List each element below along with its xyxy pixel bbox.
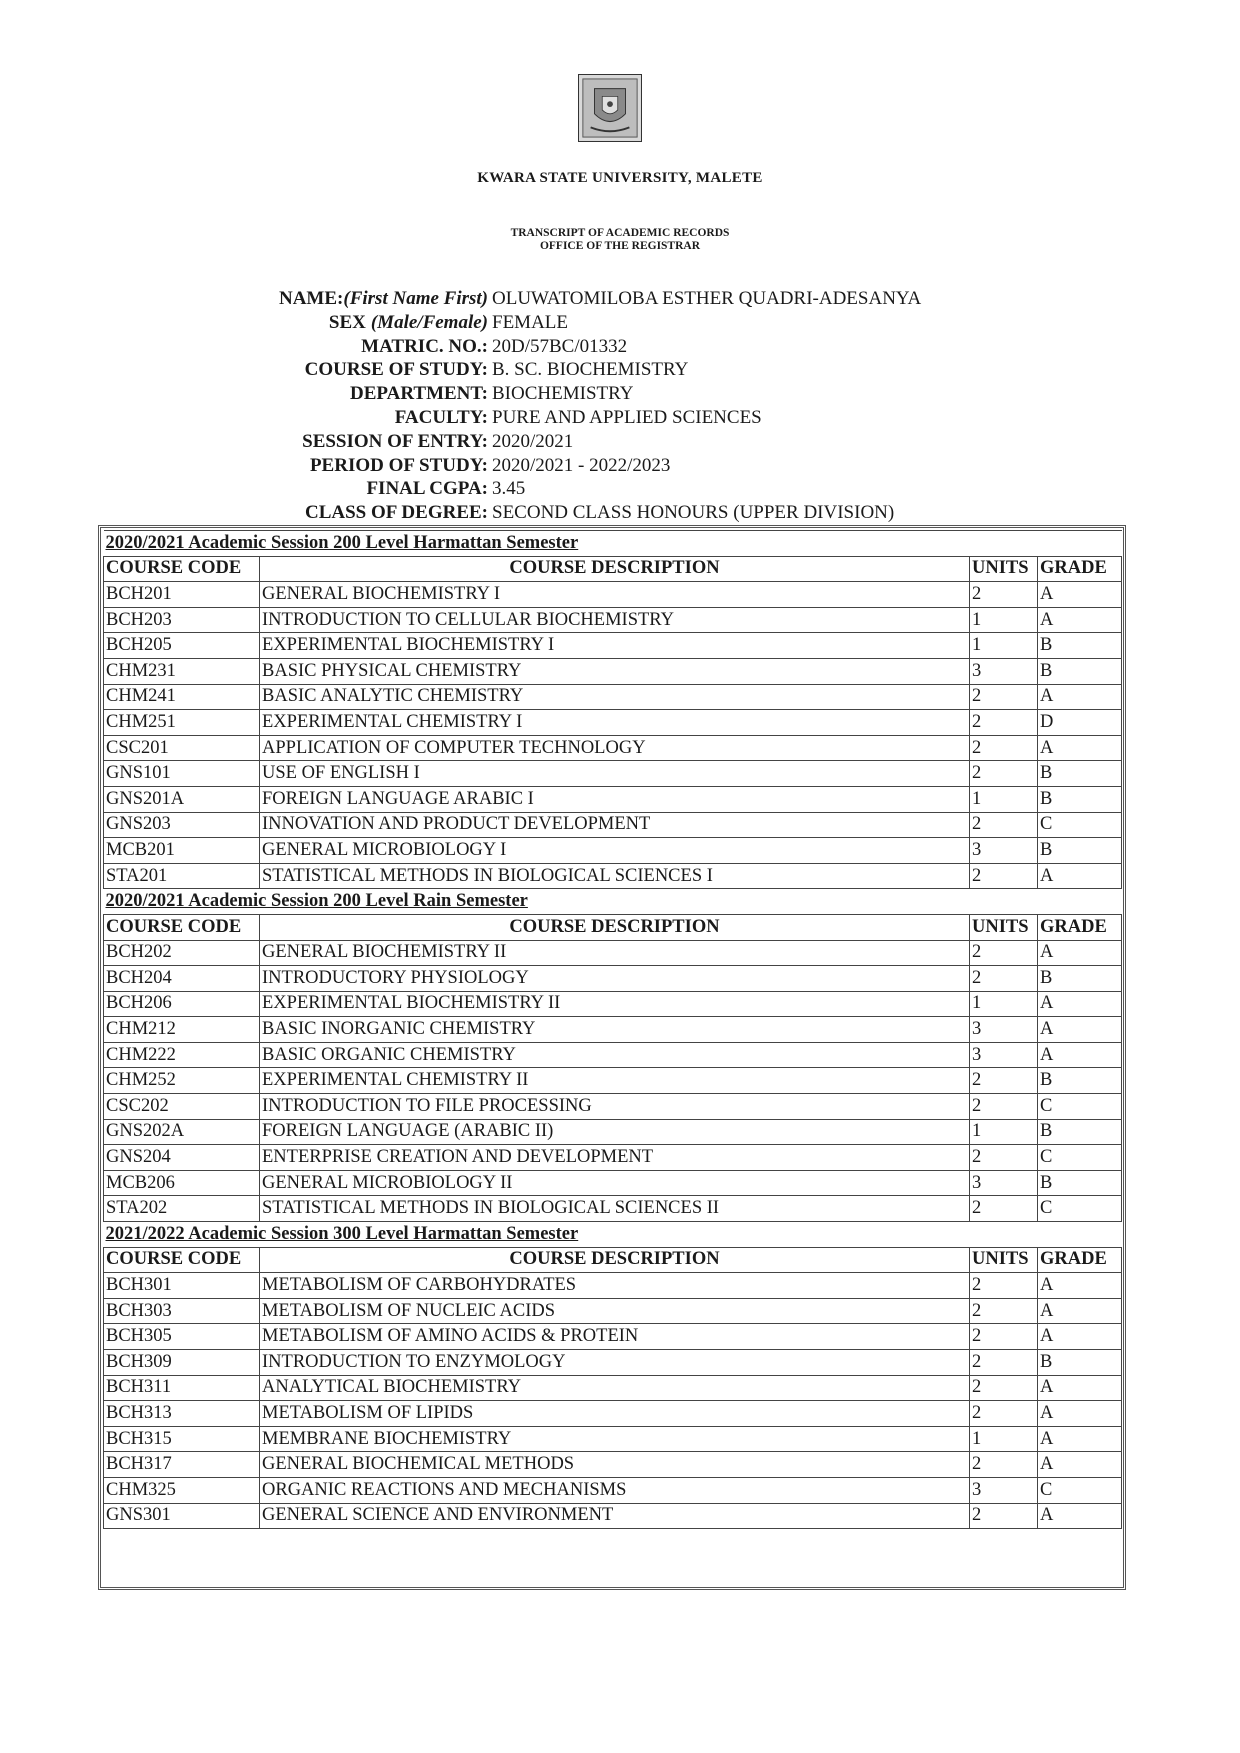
course-units: 2 <box>970 1375 1038 1401</box>
course-code: CHM222 <box>104 1042 260 1068</box>
course-description: GENERAL BIOCHEMISTRY II <box>260 940 970 966</box>
course-description: GENERAL BIOCHEMISTRY I <box>260 582 970 608</box>
course-description: BASIC ANALYTIC CHEMISTRY <box>260 684 970 710</box>
header-units: UNITS <box>970 1247 1038 1273</box>
table-row <box>104 1350 1122 1376</box>
table-row <box>104 735 1122 761</box>
course-code: CSC202 <box>104 1094 260 1120</box>
bio-value: SECOND CLASS HONOURS (UPPER DIVISION) <box>492 502 895 524</box>
course-description: GENERAL SCIENCE AND ENVIRONMENT <box>260 1503 970 1529</box>
course-code: CHM231 <box>104 658 260 684</box>
table-row <box>104 1401 1122 1427</box>
table-row <box>104 991 1122 1017</box>
course-grade: A <box>1038 1426 1122 1452</box>
bio-row <box>0 288 1240 312</box>
course-grade: A <box>1038 1375 1122 1401</box>
header-grade: GRADE <box>1038 556 1122 582</box>
course-description: INTRODUCTION TO CELLULAR BIOCHEMISTRY <box>260 607 970 633</box>
table-row <box>104 1017 1122 1043</box>
course-code: GNS203 <box>104 812 260 838</box>
course-code: GNS204 <box>104 1145 260 1171</box>
bio-label <box>305 502 488 524</box>
course-description: BASIC INORGANIC CHEMISTRY <box>260 1017 970 1043</box>
bio-row <box>0 383 1240 407</box>
course-code: GNS202A <box>104 1119 260 1145</box>
bio-row <box>0 359 1240 383</box>
course-grade: C <box>1038 812 1122 838</box>
session-title: 2021/2022 Academic Session 300 Level Harmattan Semester <box>104 1222 970 1248</box>
course-description: MEMBRANE BIOCHEMISTRY <box>260 1426 970 1452</box>
course-grade: A <box>1038 1503 1122 1529</box>
course-code: MCB206 <box>104 1170 260 1196</box>
header-units: UNITS <box>970 556 1038 582</box>
document-title-block <box>0 227 1240 253</box>
header-course-code: COURSE CODE <box>104 1247 260 1273</box>
course-grade: A <box>1038 1042 1122 1068</box>
course-units: 1 <box>970 633 1038 659</box>
course-code: GNS201A <box>104 786 260 812</box>
course-description: EXPERIMENTAL CHEMISTRY I <box>260 710 970 736</box>
table-row <box>104 838 1122 864</box>
course-units: 2 <box>970 863 1038 889</box>
course-units: 2 <box>970 940 1038 966</box>
table-row <box>104 1375 1122 1401</box>
header-course-description: COURSE DESCRIPTION <box>260 1247 970 1273</box>
course-units: 2 <box>970 1503 1038 1529</box>
course-grade: B <box>1038 786 1122 812</box>
session-title: 2020/2021 Academic Session 200 Level Rain Semester <box>104 889 970 915</box>
table-row <box>104 710 1122 736</box>
course-units: 2 <box>970 1452 1038 1478</box>
course-description: EXPERIMENTAL CHEMISTRY II <box>260 1068 970 1094</box>
table-row <box>104 761 1122 787</box>
course-code: CHM241 <box>104 684 260 710</box>
table-row <box>104 1426 1122 1452</box>
table-header-row <box>104 914 1122 940</box>
table-row <box>104 863 1122 889</box>
bio-label-text: COURSE OF STUDY: <box>304 359 488 381</box>
table-row <box>104 684 1122 710</box>
course-code: STA201 <box>104 863 260 889</box>
table-row <box>104 1324 1122 1350</box>
table-row <box>104 1119 1122 1145</box>
course-units: 2 <box>970 1273 1038 1299</box>
course-grade: A <box>1038 1401 1122 1427</box>
bio-label <box>361 336 488 358</box>
course-code: BCH301 <box>104 1273 260 1299</box>
course-grade: B <box>1038 1068 1122 1094</box>
course-description: EXPERIMENTAL BIOCHEMISTRY I <box>260 633 970 659</box>
course-grade: A <box>1038 1017 1122 1043</box>
course-code: GNS101 <box>104 761 260 787</box>
bio-label-text: NAME: <box>278 288 344 309</box>
table-row <box>104 1477 1122 1503</box>
bio-label-note: (First Name First) <box>343 288 488 309</box>
bio-label-text: MATRIC. NO.: <box>361 335 488 357</box>
course-units: 2 <box>970 582 1038 608</box>
course-code: MCB201 <box>104 838 260 864</box>
session-spacer <box>970 889 1038 915</box>
course-units: 2 <box>970 735 1038 761</box>
course-code: CHM251 <box>104 710 260 736</box>
course-grade: A <box>1038 1324 1122 1350</box>
bio-row <box>0 336 1240 360</box>
course-grade: B <box>1038 1350 1122 1376</box>
course-grade: C <box>1038 1477 1122 1503</box>
course-grade: B <box>1038 838 1122 864</box>
course-grade: A <box>1038 735 1122 761</box>
course-description: INNOVATION AND PRODUCT DEVELOPMENT <box>260 812 970 838</box>
office-name: OFFICE OF THE REGISTRAR <box>539 240 701 252</box>
bio-label <box>366 478 488 500</box>
course-grade: B <box>1038 1119 1122 1145</box>
bio-label <box>279 288 488 310</box>
university-crest-icon <box>578 74 642 142</box>
course-units: 1 <box>970 1426 1038 1452</box>
bio-row <box>0 502 1240 526</box>
course-units: 2 <box>970 1068 1038 1094</box>
bio-label <box>395 407 488 429</box>
course-units: 2 <box>970 1298 1038 1324</box>
course-description: GENERAL MICROBIOLOGY I <box>260 838 970 864</box>
course-grade: A <box>1038 1452 1122 1478</box>
table-row <box>104 1094 1122 1120</box>
course-units: 2 <box>970 812 1038 838</box>
course-description: BASIC ORGANIC CHEMISTRY <box>260 1042 970 1068</box>
course-units: 2 <box>970 1350 1038 1376</box>
header-course-description: COURSE DESCRIPTION <box>260 914 970 940</box>
bio-label-text: FACULTY: <box>394 407 488 428</box>
table-header-row <box>104 556 1122 582</box>
course-code: STA202 <box>104 1196 260 1222</box>
course-description: INTRODUCTION TO FILE PROCESSING <box>260 1094 970 1120</box>
header-course-code: COURSE CODE <box>104 914 260 940</box>
course-grade: C <box>1038 1094 1122 1120</box>
session-heading-row <box>104 889 1122 915</box>
results-table <box>103 530 1122 1529</box>
course-units: 1 <box>970 786 1038 812</box>
bio-value: BIOCHEMISTRY <box>492 383 634 405</box>
course-units: 1 <box>970 991 1038 1017</box>
course-units: 3 <box>970 1170 1038 1196</box>
course-grade: C <box>1038 1145 1122 1171</box>
course-description: APPLICATION OF COMPUTER TECHNOLOGY <box>260 735 970 761</box>
course-description: ORGANIC REACTIONS AND MECHANISMS <box>260 1477 970 1503</box>
course-code: CSC201 <box>104 735 260 761</box>
table-row <box>104 812 1122 838</box>
course-units: 2 <box>970 1324 1038 1350</box>
course-grade: A <box>1038 607 1122 633</box>
table-row <box>104 786 1122 812</box>
session-spacer <box>970 531 1038 557</box>
table-row <box>104 1452 1122 1478</box>
table-row <box>104 658 1122 684</box>
course-description: FOREIGN LANGUAGE (ARABIC II) <box>260 1119 970 1145</box>
bio-value: 2020/2021 <box>492 430 574 452</box>
course-grade: A <box>1038 940 1122 966</box>
bio-label-text: PERIOD OF STUDY: <box>309 454 488 476</box>
bio-label-text: CLASS OF DEGREE: <box>305 502 488 524</box>
table-row <box>104 1170 1122 1196</box>
course-code: BCH204 <box>104 966 260 992</box>
course-grade: A <box>1038 1273 1122 1299</box>
course-grade: A <box>1038 582 1122 608</box>
course-grade: C <box>1038 1196 1122 1222</box>
table-row <box>104 1068 1122 1094</box>
session-spacer <box>970 1222 1038 1248</box>
bio-label <box>329 312 488 334</box>
table-header-row <box>104 1247 1122 1273</box>
course-code: BCH201 <box>104 582 260 608</box>
table-row <box>104 940 1122 966</box>
course-code: BCH315 <box>104 1426 260 1452</box>
course-description: INTRODUCTION TO ENZYMOLOGY <box>260 1350 970 1376</box>
session-spacer <box>1038 1222 1122 1248</box>
table-row <box>104 1273 1122 1299</box>
course-code: BCH317 <box>104 1452 260 1478</box>
bio-row <box>0 478 1240 502</box>
course-code: BCH309 <box>104 1350 260 1376</box>
bio-value: OLUWATOMILOBA ESTHER QUADRI-ADESANYA <box>492 288 922 309</box>
bio-row <box>0 455 1240 479</box>
bio-value: 20D/57BC/01332 <box>492 335 628 357</box>
bio-value: 2020/2021 - 2022/2023 <box>492 454 671 476</box>
bio-row <box>0 312 1240 336</box>
course-units: 2 <box>970 684 1038 710</box>
course-code: BCH311 <box>104 1375 260 1401</box>
course-code: CHM252 <box>104 1068 260 1094</box>
university-name: KWARA STATE UNIVERSITY, MALETE <box>477 170 763 186</box>
course-description: METABOLISM OF AMINO ACIDS & PROTEIN <box>260 1324 970 1350</box>
table-row <box>104 607 1122 633</box>
course-description: BASIC PHYSICAL CHEMISTRY <box>260 658 970 684</box>
course-description: METABOLISM OF LIPIDS <box>260 1401 970 1427</box>
course-units: 1 <box>970 1119 1038 1145</box>
course-description: METABOLISM OF CARBOHYDRATES <box>260 1273 970 1299</box>
bio-label-text: SESSION OF ENTRY: <box>302 430 488 452</box>
document-title: TRANSCRIPT OF ACADEMIC RECORDS <box>510 227 730 239</box>
table-row <box>104 1298 1122 1324</box>
course-units: 2 <box>970 1196 1038 1222</box>
session-spacer <box>1038 889 1122 915</box>
header-course-description: COURSE DESCRIPTION <box>260 556 970 582</box>
bio-value: FEMALE <box>492 311 568 333</box>
course-code: BCH203 <box>104 607 260 633</box>
bio-value: B. SC. BIOCHEMISTRY <box>492 359 689 381</box>
course-units: 2 <box>970 761 1038 787</box>
course-units: 3 <box>970 1042 1038 1068</box>
course-grade: B <box>1038 1170 1122 1196</box>
bio-label-text: SEX <box>328 311 366 333</box>
bio-row <box>0 431 1240 455</box>
bio-label-note: (Male/Female) <box>370 311 488 333</box>
header-units: UNITS <box>970 914 1038 940</box>
table-row <box>104 1196 1122 1222</box>
course-grade: A <box>1038 1298 1122 1324</box>
bio-label-text: FINAL CGPA: <box>366 478 488 500</box>
course-units: 3 <box>970 658 1038 684</box>
course-description: FOREIGN LANGUAGE ARABIC I <box>260 786 970 812</box>
course-description: INTRODUCTORY PHYSIOLOGY <box>260 966 970 992</box>
course-units: 3 <box>970 1017 1038 1043</box>
course-units: 3 <box>970 838 1038 864</box>
course-code: BCH205 <box>104 633 260 659</box>
session-heading-row <box>104 531 1122 557</box>
course-units: 2 <box>970 710 1038 736</box>
course-grade: A <box>1038 863 1122 889</box>
course-code: BCH202 <box>104 940 260 966</box>
course-grade: A <box>1038 991 1122 1017</box>
course-code: BCH313 <box>104 1401 260 1427</box>
course-grade: B <box>1038 966 1122 992</box>
course-units: 2 <box>970 1094 1038 1120</box>
course-units: 2 <box>970 1401 1038 1427</box>
course-description: METABOLISM OF NUCLEIC ACIDS <box>260 1298 970 1324</box>
bio-label <box>302 431 488 453</box>
table-row <box>104 633 1122 659</box>
table-row <box>104 1503 1122 1529</box>
course-units: 3 <box>970 1477 1038 1503</box>
course-description: ANALYTICAL BIOCHEMISTRY <box>260 1375 970 1401</box>
course-description: GENERAL BIOCHEMICAL METHODS <box>260 1452 970 1478</box>
results-table-frame <box>98 525 1126 1590</box>
course-grade: A <box>1038 684 1122 710</box>
bio-label <box>350 383 488 405</box>
table-row <box>104 582 1122 608</box>
header-grade: GRADE <box>1038 914 1122 940</box>
course-code: CHM212 <box>104 1017 260 1043</box>
bio-label-text: DEPARTMENT: <box>350 383 488 405</box>
course-grade: B <box>1038 761 1122 787</box>
course-grade: D <box>1038 710 1122 736</box>
course-grade: B <box>1038 658 1122 684</box>
course-description: EXPERIMENTAL BIOCHEMISTRY II <box>260 991 970 1017</box>
course-description: USE OF ENGLISH I <box>260 761 970 787</box>
table-row <box>104 1145 1122 1171</box>
course-description: GENERAL MICROBIOLOGY II <box>260 1170 970 1196</box>
bio-value: 3.45 <box>492 478 526 500</box>
course-code: CHM325 <box>104 1477 260 1503</box>
bio-row <box>0 407 1240 431</box>
course-grade: B <box>1038 633 1122 659</box>
header-course-code: COURSE CODE <box>104 556 260 582</box>
course-description: ENTERPRISE CREATION AND DEVELOPMENT <box>260 1145 970 1171</box>
session-title: 2020/2021 Academic Session 200 Level Harmattan Semester <box>104 531 970 557</box>
bio-value: PURE AND APPLIED SCIENCES <box>492 407 762 428</box>
session-spacer <box>1038 531 1122 557</box>
table-row <box>104 1042 1122 1068</box>
course-description: STATISTICAL METHODS IN BIOLOGICAL SCIENCES II <box>260 1196 970 1222</box>
course-units: 1 <box>970 607 1038 633</box>
header-grade: GRADE <box>1038 1247 1122 1273</box>
course-description: STATISTICAL METHODS IN BIOLOGICAL SCIENCES I <box>260 863 970 889</box>
table-row <box>104 966 1122 992</box>
bio-label <box>305 359 488 381</box>
course-code: GNS301 <box>104 1503 260 1529</box>
course-code: BCH206 <box>104 991 260 1017</box>
course-units: 2 <box>970 1145 1038 1171</box>
course-units: 2 <box>970 966 1038 992</box>
course-code: BCH305 <box>104 1324 260 1350</box>
bio-label <box>310 455 488 477</box>
session-heading-row <box>104 1222 1122 1248</box>
course-code: BCH303 <box>104 1298 260 1324</box>
